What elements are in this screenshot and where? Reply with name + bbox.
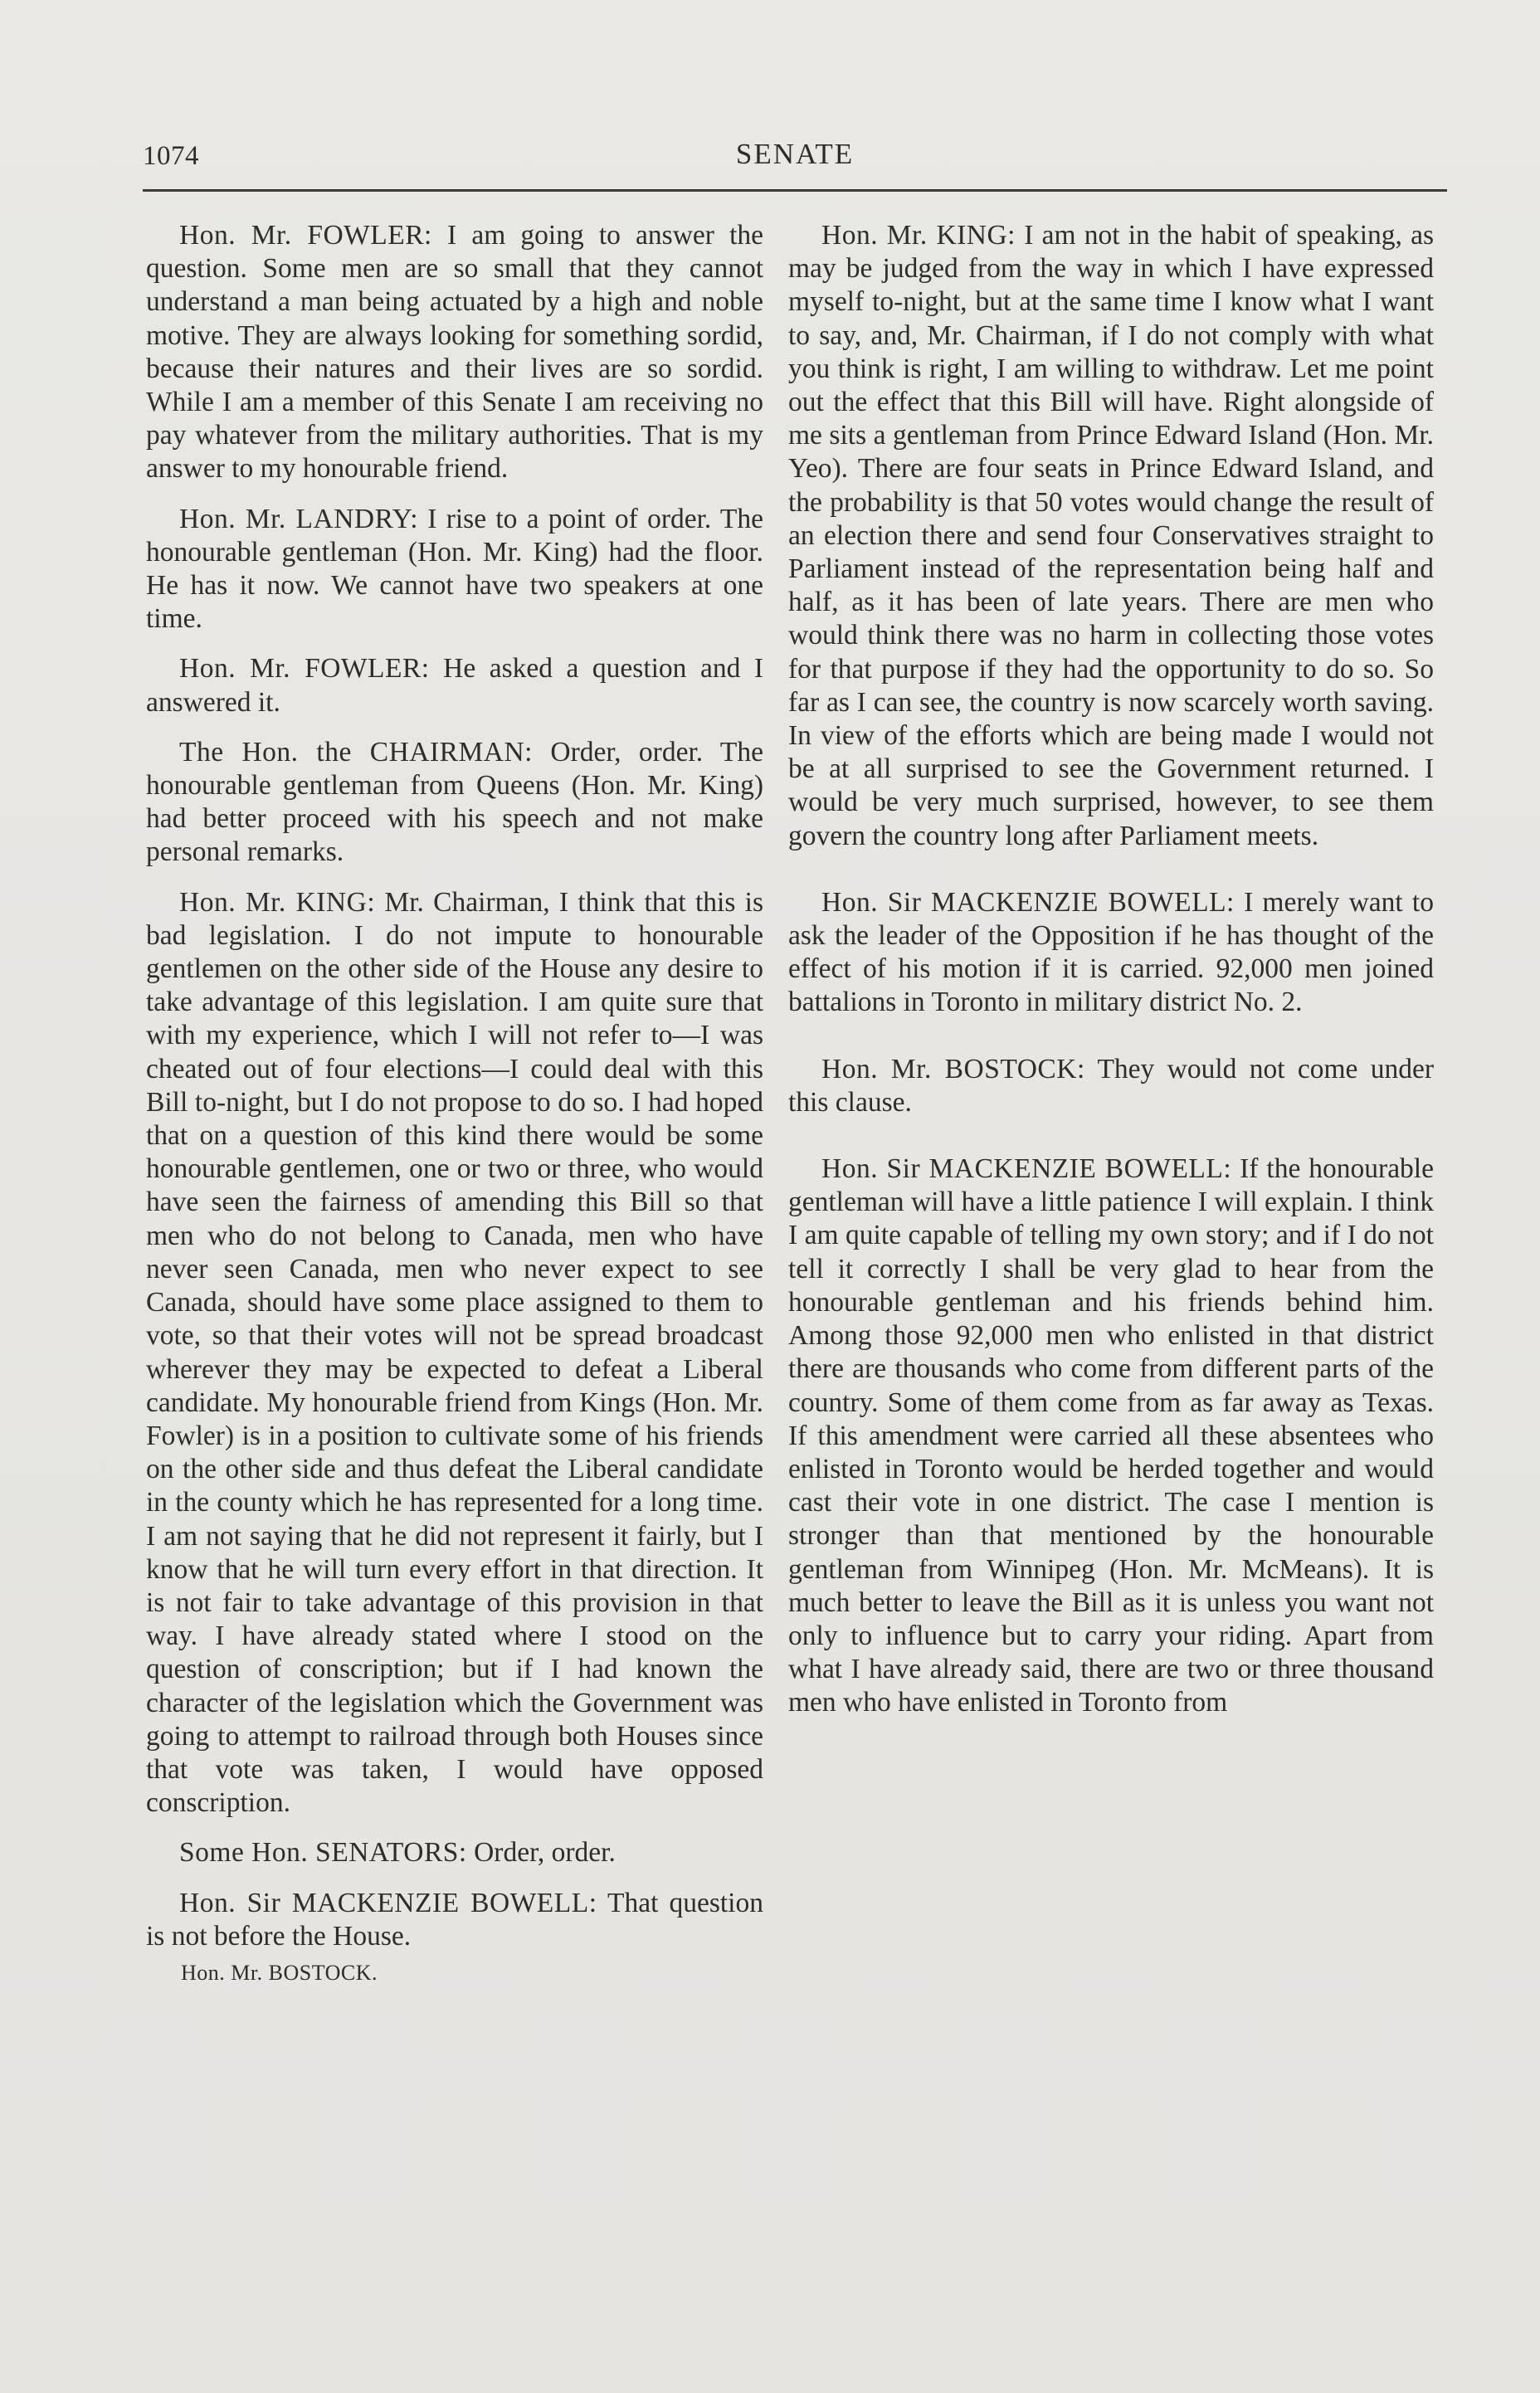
speech-text: I am going to answer the question. Some men are so small that they cannot understand a man being actuated by a high and noble motive. They are always looking for something sordid, because their natures and their lives are so sordid. While I am a member of this Senate I am receiving no pay whatever from the military authorities. That is my answer to my honourable friend.	[146, 220, 764, 485]
speaker-name: Hon. Sir MACKENZIE BOWELL:	[821, 1153, 1232, 1185]
speaker-name: Hon. Mr. LANDRY:	[179, 503, 419, 534]
speech-paragraph	[146, 736, 763, 870]
speech-text: I merely want to ask the leader of the Opposition if he has thought of the effect of his motion if it is carried. 92,000 men joined battalions in Toronto in military district No. 2.	[788, 886, 1434, 1018]
right-column	[788, 219, 1434, 1720]
header-rule	[143, 189, 1447, 192]
speaker-name: Some Hon. SENATORS:	[179, 1837, 467, 1869]
speaker-name: Hon. Mr. KING:	[179, 886, 376, 918]
speech-paragraph	[788, 1153, 1434, 1719]
speaker-name: The Hon. the CHAIRMAN:	[179, 736, 533, 768]
speech-paragraph	[146, 503, 763, 636]
speaker-name: Hon. Mr. BOSTOCK:	[821, 1053, 1085, 1084]
page-header	[143, 133, 1447, 183]
speech-text: Mr. Chairman, I think that this is bad legislation. I do not impute to honourable gentlemen on the other side of the House any desire to take advantage of this legislation. I am quite sure that with my experience, which I will not refer to—I was cheated out of four elections—I could deal with this Bill to-night, but I do not propose to do so. I had hoped that on a question of this kind there would be some honourable gentlemen, one or two or three, who would have seen the fairness of amending this Bill so that men who do not belong to Canada, men who have never seen Canada, men who never expect to see Canada, should have some place assigned to them to vote, so that their votes will not be spread broadcast wherever they may be expected to defeat a Liberal candidate. My honourable friend from Kings (Hon. Mr. Fowler) is in a position to cultivate some of his friends on the other side and thus defeat the Liberal candidate in the county which he has represented for a long time. I am not saying that he did not represent it fairly, but I know that he will turn every effort in that direction. It is not fair to take advantage of this provision in that way. I have already stated where I stood on the question of conscription; but if I had known the character of the legislation which the Government was going to attempt to railroad through both Houses since that vote was taken, I would have opposed conscription.	[146, 886, 764, 1819]
speech-paragraph	[146, 652, 763, 719]
running-title: SENATE	[735, 138, 855, 170]
speech-paragraph	[146, 219, 763, 486]
speech-text: He asked a question and I answered it.	[146, 653, 763, 718]
speech-paragraph	[788, 1053, 1434, 1119]
speech-paragraph	[788, 886, 1434, 1020]
speech-text: That question is not before the House.	[146, 1887, 763, 1952]
speech-text: I rise to a point of order. The honourable gentleman (Hon. Mr. King) had the floor. He has it now. We cannot have two speakers at one time.	[146, 503, 764, 635]
speaker-name: Hon. Sir MACKENZIE BOWELL:	[179, 1887, 597, 1918]
page-number: 1074	[143, 141, 199, 171]
speech-text: If the honourable gentleman will have a little patience I will explain. I think I am quite capable of telling my own story; and if I do not tell it correctly I shall be very glad to hear from the honourable gentleman and his friends behind him. Among those 92,000 men who enlisted in that district there are thousands who come from different parts of the country. Some of them come from as far away as Texas. If this amendment were carried all these absentees who enlisted in Toronto would be herded together and would cast their vote in one district. The case I mention is stronger than that mentioned by the honourable gentleman from Winnipeg (Hon. Mr. McMeans). It is much better to leave the Bill as it is unless you want not only to influence but to carry your riding. Apart from what I have already said, there are two or three thousand men who have enlisted in Toronto from	[788, 1153, 1434, 1718]
speaker-name: Hon. Mr. FOWLER:	[179, 220, 432, 251]
speech-paragraph	[788, 219, 1434, 853]
left-column	[146, 219, 763, 1986]
speaker-name: Hon. Mr. FOWLER:	[179, 653, 430, 685]
speech-text: Order, order. The honourable gentleman from Queens (Hon. Mr. King) had better proceed with his speech and not make personal remarks.	[146, 736, 764, 868]
speaker-name: Hon. Mr. KING:	[821, 220, 1016, 251]
speaker-name: Hon. Sir MACKENZIE BOWELL:	[821, 886, 1235, 918]
speech-text: They would not come under this clause.	[788, 1053, 1434, 1118]
speech-paragraph	[146, 1887, 763, 1953]
speech-paragraph	[146, 1836, 763, 1869]
catchword: Hon. Mr. BOSTOCK.	[181, 1960, 378, 1985]
speech-text: I am not in the habit of speaking, as may be judged from the way in which I have expressed myself to-night, but at the same time I know what I want to say, and, Mr. Chairman, if I do not comply with what you think is right, I am willing to withdraw. Let me point out the effect that this Bill will have. Right alongside of me sits a gentleman from Prince Edward Island (Hon. Mr. Yeo). There are four seats in Prince Edward Island, and the probability is that 50 votes would change the result of an election there and send four Conservatives straight to Parliament instead of the representation being half and half, as it has been of late years. There are men who would think there was no harm in collecting those votes for that purpose if they had the opportunity to do so. So far as I can see, the country is now scarcely worth saving. In view of the efforts which are being made I would not be at all surprised to see the Government returned. I would be very much surprised, however, to see them govern the country long after Parliament meets.	[788, 220, 1435, 851]
speech-text: Order, order.	[474, 1837, 616, 1869]
speech-paragraph	[146, 886, 763, 1820]
